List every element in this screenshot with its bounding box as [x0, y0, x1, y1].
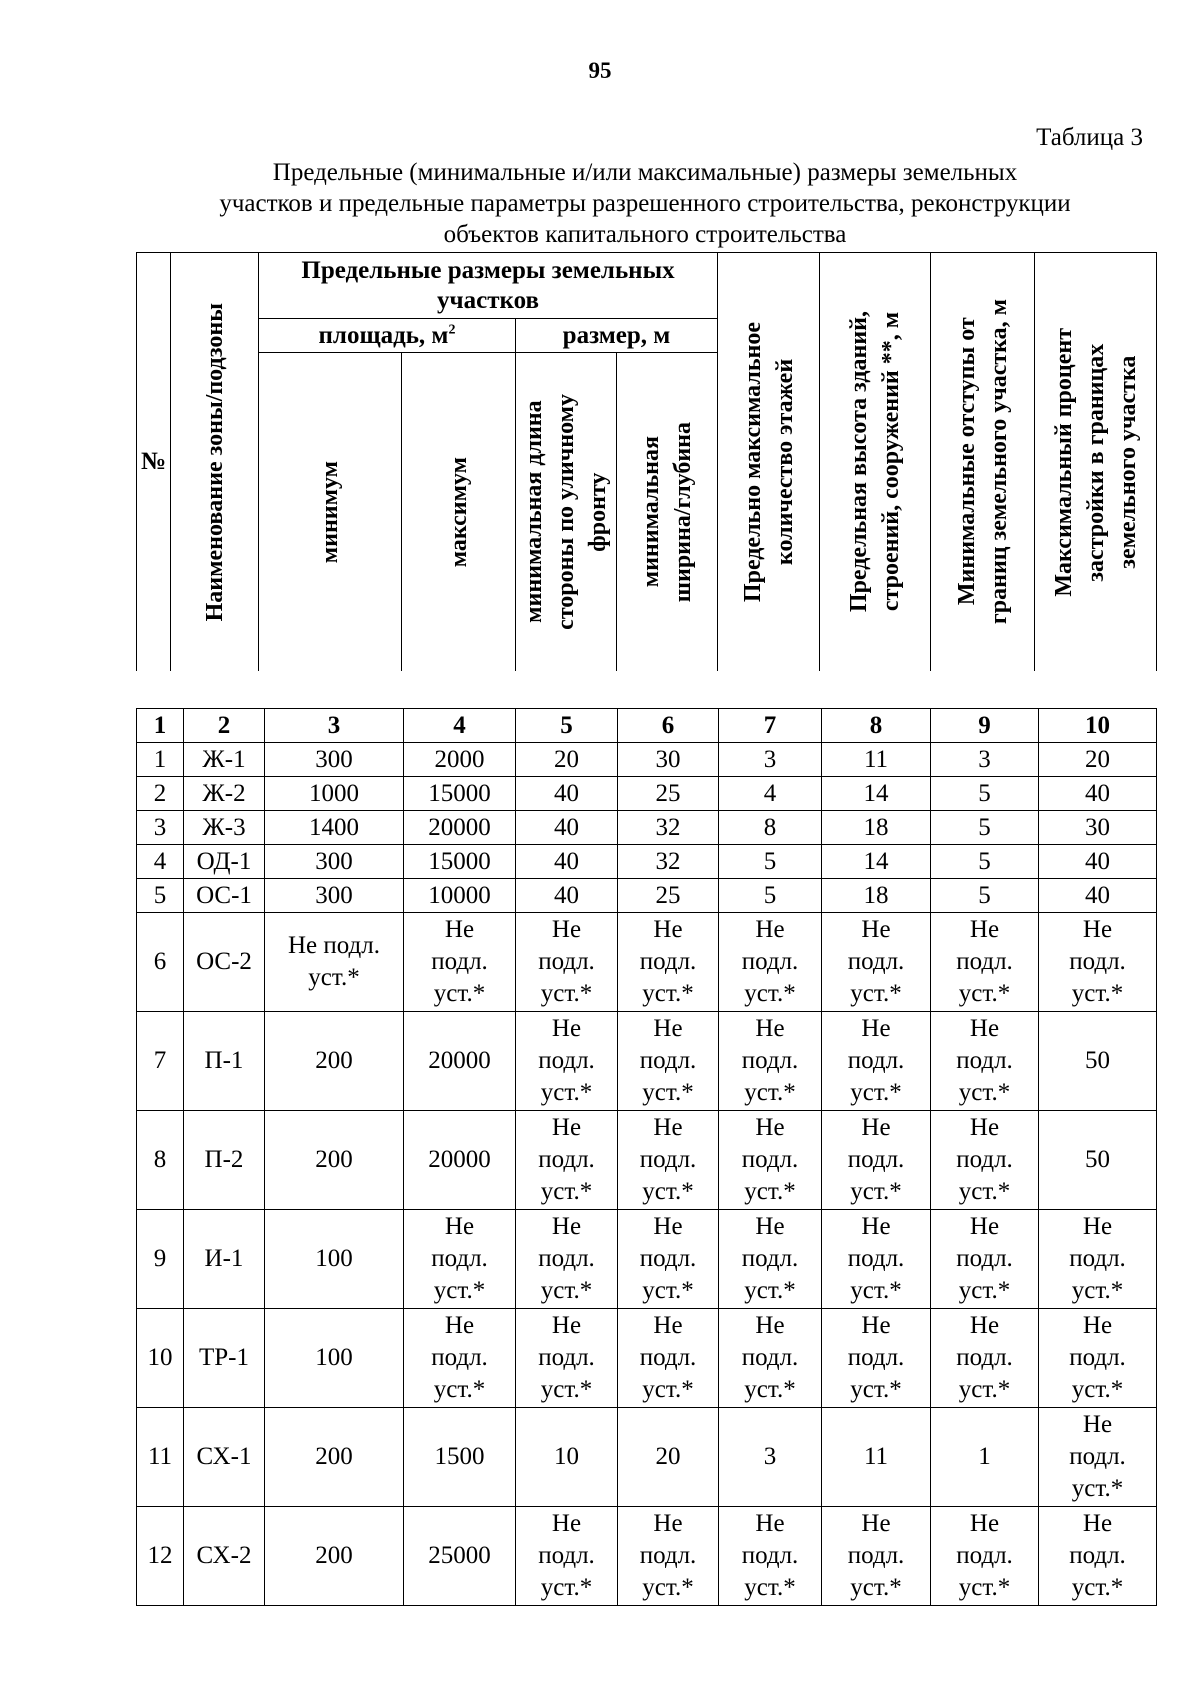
table-cell: 40	[516, 777, 618, 811]
table-cell: 40	[1039, 777, 1157, 811]
table-cell: Не подл. уст.*	[1039, 1309, 1157, 1408]
header-max-floors: Предельно максимальное количество этажей	[718, 253, 820, 672]
table-cell: Ж-2	[184, 777, 265, 811]
table-cell: 200	[265, 1111, 404, 1210]
data-table	[136, 708, 1157, 1606]
table-row	[137, 1507, 1157, 1606]
header-size: размер, м	[516, 319, 718, 353]
table-cell: 11	[822, 743, 931, 777]
header-max: максимум	[402, 353, 516, 671]
table-cell: Не подл. уст.*	[618, 1309, 719, 1408]
table-caption	[145, 157, 1145, 250]
table-cell: 6	[137, 913, 184, 1012]
table-cell: Не подл. уст.*	[822, 1210, 931, 1309]
table-cell: Не подл. уст.*	[719, 1210, 822, 1309]
table-cell: 300	[265, 879, 404, 913]
table-label: Таблица 3	[1036, 124, 1143, 151]
table-cell: Не подл. уст.*	[516, 1309, 618, 1408]
table-cell: 7	[137, 1012, 184, 1111]
table-cell: 2	[137, 777, 184, 811]
header-min: минимум	[259, 353, 402, 671]
table-cell: Не подл. уст.*	[719, 1111, 822, 1210]
table-cell: Не подл. уст.*	[719, 913, 822, 1012]
table-cell: 12	[137, 1507, 184, 1606]
caption-line: Предельные (минимальные и/или максимальные) размеры земельных	[272, 159, 1018, 186]
table-cell: 3	[137, 811, 184, 845]
table-cell: Не подл. уст.*	[516, 1507, 618, 1606]
table-cell: Не подл. уст.*	[822, 1309, 931, 1408]
table-cell: Не подл. уст.*	[516, 913, 618, 1012]
header-zone-name: Наименование зоны/подзоны	[171, 253, 259, 672]
table-cell: 20	[1039, 743, 1157, 777]
table-cell: 5	[931, 777, 1039, 811]
table-cell: 50	[1039, 1012, 1157, 1111]
table-cell: 40	[1039, 879, 1157, 913]
table-cell: Не подл. уст.*	[516, 1111, 618, 1210]
table-cell: 20000	[404, 811, 516, 845]
table-cell: 40	[1039, 845, 1157, 879]
table-cell: 20	[516, 743, 618, 777]
table-cell: 40	[516, 845, 618, 879]
table-row	[137, 1408, 1157, 1507]
table-cell: 5	[719, 879, 822, 913]
table-cell: Не подл. уст.*	[618, 1111, 719, 1210]
table-cell: 3	[719, 1408, 822, 1507]
table-cell: Не подл. уст.*	[404, 913, 516, 1012]
column-number-cell: 6	[618, 709, 719, 743]
table-cell: СХ-1	[184, 1408, 265, 1507]
table-row	[137, 845, 1157, 879]
table-cell: 20000	[404, 1012, 516, 1111]
table-cell: 20000	[404, 1111, 516, 1210]
table-row	[137, 879, 1157, 913]
table-cell: 200	[265, 1408, 404, 1507]
table-cell: Не подл. уст.*	[516, 1012, 618, 1111]
table-cell: Не подл. уст.*	[931, 1012, 1039, 1111]
table-cell: 4	[719, 777, 822, 811]
table-cell: 30	[618, 743, 719, 777]
column-number-cell: 10	[1039, 709, 1157, 743]
column-number-cell: 1	[137, 709, 184, 743]
header-max-height: Предельная высота зданий, строений, сооружений **, м	[820, 253, 931, 672]
table-cell: Ж-1	[184, 743, 265, 777]
table-header	[136, 252, 1157, 671]
table-cell: Не подл. уст.*	[404, 1309, 516, 1408]
table-cell: 15000	[404, 777, 516, 811]
table-cell: Не подл. уст.*	[618, 1210, 719, 1309]
table-cell: Не подл. уст.*	[719, 1507, 822, 1606]
table-cell: 9	[137, 1210, 184, 1309]
column-number-cell: 8	[822, 709, 931, 743]
table-cell: И-1	[184, 1210, 265, 1309]
table-row	[137, 1111, 1157, 1210]
table-cell: Не подл. уст.*	[1039, 913, 1157, 1012]
table-cell: П-2	[184, 1111, 265, 1210]
table-cell: 5	[931, 845, 1039, 879]
table-row	[137, 1012, 1157, 1111]
table-cell: 5	[719, 845, 822, 879]
table-cell: Не подл. уст.*	[931, 1309, 1039, 1408]
table-cell: 25000	[404, 1507, 516, 1606]
table-cell: ТР-1	[184, 1309, 265, 1408]
table-row	[137, 913, 1157, 1012]
table-cell: 8	[137, 1111, 184, 1210]
table-cell: ОС-2	[184, 913, 265, 1012]
table-cell: ОС-1	[184, 879, 265, 913]
table-cell: 10000	[404, 879, 516, 913]
table-cell: ОД-1	[184, 845, 265, 879]
table-cell: 3	[719, 743, 822, 777]
table-cell: 30	[1039, 811, 1157, 845]
table-cell: Не подл. уст.*	[931, 1210, 1039, 1309]
table-cell: 1000	[265, 777, 404, 811]
column-number-cell: 3	[265, 709, 404, 743]
table-cell: Не подл. уст.*	[822, 1012, 931, 1111]
header-min-setbacks: Минимальные отступы от границ земельного участка, м	[931, 253, 1035, 672]
header-number: №	[137, 253, 171, 672]
caption-line: участков и предельные параметры разрешенного строительства, реконструкции	[219, 190, 1071, 217]
table-cell: Не подл. уст.*	[931, 913, 1039, 1012]
table-cell: 5	[931, 879, 1039, 913]
table-cell: 50	[1039, 1111, 1157, 1210]
table-cell: 300	[265, 743, 404, 777]
column-number-cell: 2	[184, 709, 265, 743]
table-cell: Не подл. уст.*	[618, 1507, 719, 1606]
caption-line: объектов капитального строительства	[443, 221, 847, 248]
table-cell: 10	[137, 1309, 184, 1408]
table-cell: 25	[618, 879, 719, 913]
table-cell: Не подл. уст.*	[719, 1012, 822, 1111]
table-cell: 25	[618, 777, 719, 811]
table-row	[137, 1309, 1157, 1408]
table-cell: 4	[137, 845, 184, 879]
table-cell: Не подл. уст.*	[1039, 1210, 1157, 1309]
table-cell: Не подл. уст.*	[931, 1111, 1039, 1210]
table-cell: П-1	[184, 1012, 265, 1111]
column-number-row	[137, 709, 1157, 743]
table-cell: Не подл. уст.*	[822, 913, 931, 1012]
table-cell: 8	[719, 811, 822, 845]
table-cell: 18	[822, 811, 931, 845]
table-cell: 1	[931, 1408, 1039, 1507]
table-cell: 1	[137, 743, 184, 777]
table-cell: Не подл. уст.*	[719, 1309, 822, 1408]
table-cell: 200	[265, 1507, 404, 1606]
column-number-cell: 4	[404, 709, 516, 743]
header-max-percent: Максимальный процент застройки в границах земельного участка	[1035, 253, 1157, 672]
table-cell: 1500	[404, 1408, 516, 1507]
table-cell: 100	[265, 1309, 404, 1408]
table-row	[137, 811, 1157, 845]
table-cell: 40	[516, 879, 618, 913]
column-number-cell: 5	[516, 709, 618, 743]
header-min-width: минимальная ширина/глубина	[617, 353, 718, 671]
table-cell: Ж-3	[184, 811, 265, 845]
header-min-length: минимальная длина стороны по уличному фронту	[516, 353, 617, 671]
table-cell: 1400	[265, 811, 404, 845]
table-cell: 200	[265, 1012, 404, 1111]
table-cell: Не подл. уст.*	[822, 1507, 931, 1606]
table-cell: 3	[931, 743, 1039, 777]
column-number-cell: 9	[931, 709, 1039, 743]
table-cell: Не подл. уст.*	[1039, 1408, 1157, 1507]
table-cell: 15000	[404, 845, 516, 879]
table-cell: 40	[516, 811, 618, 845]
table-cell: Не подл. уст.*	[618, 1012, 719, 1111]
table-cell: Не подл. уст.*	[404, 1210, 516, 1309]
table-row	[137, 777, 1157, 811]
table-cell: 5	[931, 811, 1039, 845]
table-cell: 32	[618, 811, 719, 845]
header-area: площадь, $м^2$	[259, 319, 516, 353]
table-cell: 32	[618, 845, 719, 879]
table-cell: 18	[822, 879, 931, 913]
table-row	[137, 1210, 1157, 1309]
table-cell: 11	[822, 1408, 931, 1507]
table-cell: 5	[137, 879, 184, 913]
table-cell: 14	[822, 777, 931, 811]
table-cell: Не подл. уст.*	[822, 1111, 931, 1210]
table-cell: Не подл. уст.*	[931, 1507, 1039, 1606]
table-cell: 100	[265, 1210, 404, 1309]
table-cell: Не подл. уст.*	[516, 1210, 618, 1309]
table-cell: СХ-2	[184, 1507, 265, 1606]
table-cell: 20	[618, 1408, 719, 1507]
table-row	[137, 743, 1157, 777]
table-cell: 14	[822, 845, 931, 879]
table-cell: 11	[137, 1408, 184, 1507]
table-cell: Не подл. уст.*	[618, 913, 719, 1012]
table-cell: 300	[265, 845, 404, 879]
header-plot-limits: Предельные размеры земельных участков	[259, 253, 718, 319]
table-cell: Не подл. уст.*	[265, 913, 404, 1012]
table-cell: Не подл. уст.*	[1039, 1507, 1157, 1606]
column-number-cell: 7	[719, 709, 822, 743]
page-number: 95	[588, 58, 612, 83]
table-cell: 2000	[404, 743, 516, 777]
table-cell: 10	[516, 1408, 618, 1507]
